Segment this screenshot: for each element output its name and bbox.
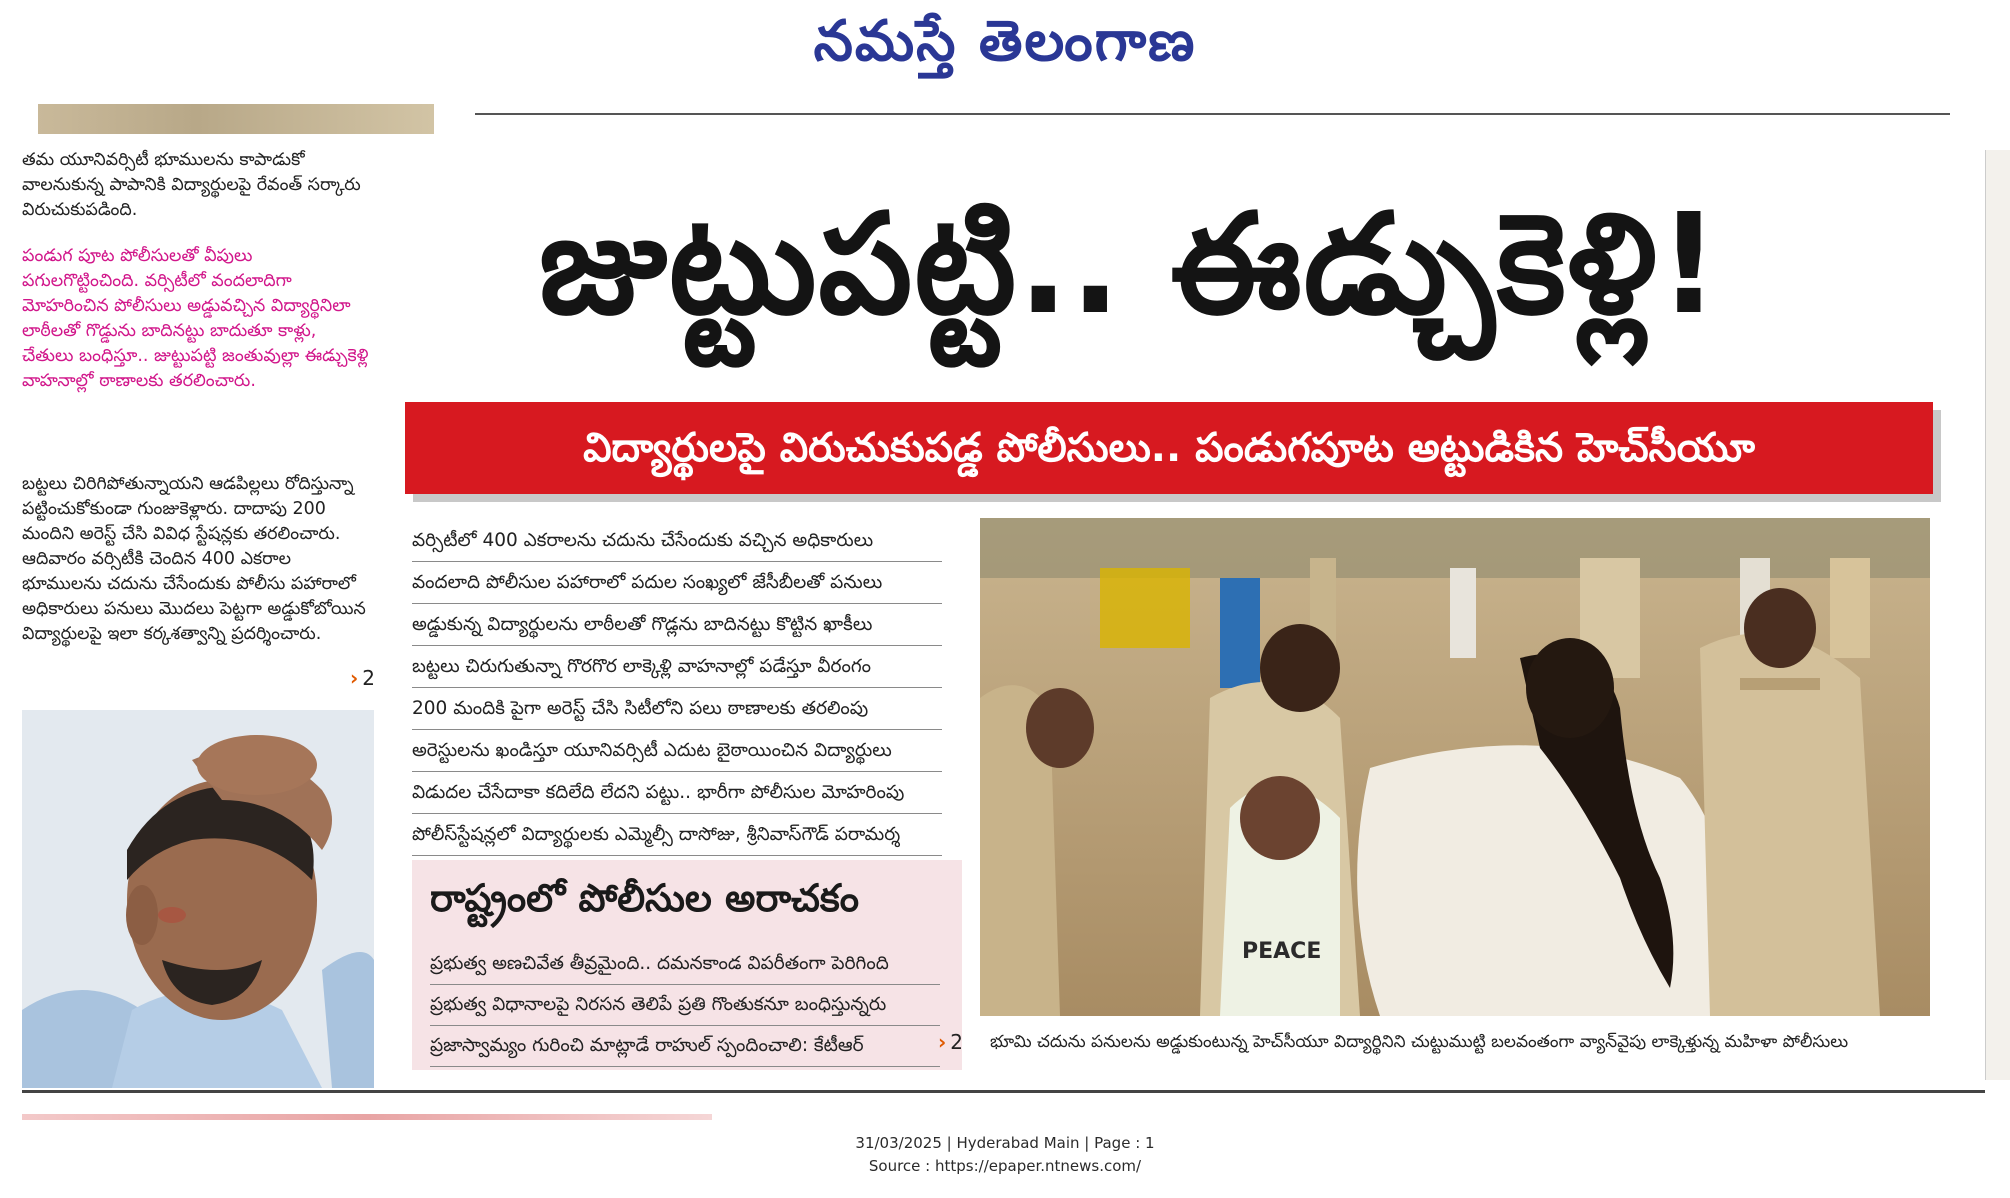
kicker-continued-page: 2 bbox=[950, 1030, 963, 1054]
left-photo-strip bbox=[38, 104, 434, 134]
tshirt-text: PEACE bbox=[1242, 939, 1322, 964]
highlights-list bbox=[412, 520, 942, 856]
highlight-line: విడుదల చేసేదాకా కదిలేది లేదని పట్టు.. భారీగా పోలీసుల మోహరింపు bbox=[412, 772, 942, 814]
highlight-line: అరెస్టులను ఖండిస్తూ యూనివర్సిటీ ఎదుట బైఠాయించిన విద్యార్థులు bbox=[412, 730, 942, 772]
highlight-line: 200 మందికి పైగా అరెస్ట్ చేసి సిటీలోని పలు ఠాణాలకు తరలింపు bbox=[412, 688, 942, 730]
footer-source: Source : https://epaper.ntnews.com/ bbox=[868, 1157, 1142, 1175]
highlight-line: బట్టలు చిరుగుతున్నా గొరగొర లాక్కెళ్లి వాహనాల్లో పడేస్తూ వీరంగం bbox=[412, 646, 942, 688]
kicker-title: రాష్ట్రంలో పోలీసుల అరాచకం bbox=[430, 876, 860, 920]
highlight-line: అడ్డుకున్న విద్యార్థులను లాఠీలతో గొడ్లను బాదినట్టు కొట్టిన ఖాకీలు bbox=[412, 604, 942, 646]
page-footer bbox=[0, 1132, 2010, 1178]
main-photo-illustration bbox=[980, 518, 1930, 1016]
continue-arrow-icon: › bbox=[938, 1030, 947, 1054]
highlight-line: పోలీస్‌స్టేషన్లలో విద్యార్థులకు ఎమ్మెల్సీ దాసోజు, శ్రీనివాస్‌గౌడ్ పరామర్శ bbox=[412, 814, 942, 856]
left-body-text: బట్టలు చిరిగిపోతున్నాయని ఆడపిల్లలు రోదిస్తున్నా పట్టించుకోకుండా గుంజుకెళ్లారు. దాదాపు 200 మందిని అరెస్ట్ చేసి వివిధ స్టేషన్లకు తరలించారు. ఆదివారం వర్సిటీకి చెందిన 400 ఎకరాల భూములను చదును చేసేందుకు పోలీసు పహారాలో అధికారులు పనులు మొదలు పెట్టగా అడ్డుకోబోయిన విద్యార్థులపై ఇలా కర్కశత్వాన్ని ప్రదర్శించారు. bbox=[22, 474, 366, 644]
photo-caption: భూమి చదును పనులను అడ్డుకుంటున్న హెచ్‌సీయూ విద్యార్థినిని చుట్టుముట్టి బలవంతంగా వ్యాన్‌వైపు లాక్కెళ్తున్న మహిళా పోలీసులు bbox=[990, 1032, 1849, 1052]
kicker-line: ప్రజాస్వామ్యం గురించి మాట్లాడే రాహుల్ స్పందించాలి: కేటీఆర్ bbox=[430, 1026, 940, 1067]
left-intro-text: తమ యూనివర్సిటీ భూములను కాపాడుకో వాలనుకున్న పాపానికి విద్యార్థులపై రేవంత్ సర్కారు విరుచుకుపడింది. bbox=[22, 150, 361, 220]
footer-edition: 31/03/2025 | Hyderabad Main | Page : 1 bbox=[855, 1134, 1155, 1152]
bottom-ad-strip bbox=[22, 1114, 712, 1120]
subheadline-banner: విద్యార్థులపై విరుచుకుపడ్డ పోలీసులు.. పండుగపూట అట్టుడికిన హెచ్‌సీయూ bbox=[405, 402, 1933, 494]
left-highlight-text: పండుగ పూట పోలీసులతో వీపులు పగులగొట్టించింది. వర్సిటీలో వందలాదిగా మోహరించిన పోలీసులు అడ్డువచ్చిన విద్యార్థినిలా లాఠీలతో గొడ్డును బాదినట్టు బాదుతూ కాళ్లు, చేతులు బంధిస్తూ.. జుట్టుపట్టి జంతువుల్లా ఈడ్చుకెళ్లి వాహనాల్లో ఠాణాలకు తరలించారు. bbox=[22, 246, 369, 391]
kicker-lines bbox=[430, 944, 940, 1067]
masthead bbox=[0, 0, 2010, 90]
highlight-line: వందలాది పోలీసుల పహారాలో పదుల సంఖ్యలో జేసీబీలతో పనులు bbox=[412, 562, 942, 604]
kicker-line: ప్రభుత్వ విధానాలపై నిరసన తెలిపే ప్రతి గొంతుకనూ బంధిస్తున్నరు bbox=[430, 985, 940, 1026]
left-continued-marker bbox=[350, 666, 375, 690]
kicker-continued-marker bbox=[938, 1030, 963, 1054]
masthead-title: నమస్తే తెలంగాణ bbox=[813, 8, 1197, 74]
portrait-illustration bbox=[22, 710, 374, 1088]
continue-arrow-icon: › bbox=[350, 666, 359, 690]
kicker-line: ప్రభుత్వ అణచివేత తీవ్రమైంది.. దమనకాండ విపరీతంగా పెరిగింది bbox=[430, 944, 940, 985]
top-rule bbox=[475, 113, 1950, 115]
highlight-line: వర్సిటీలో 400 ఎకరాలను చదును చేసేందుకు వచ్చిన అధికారులు bbox=[412, 520, 942, 562]
left-continued-page: 2 bbox=[362, 666, 375, 690]
bottom-rule bbox=[22, 1090, 1985, 1093]
portrait-photo bbox=[22, 710, 374, 1088]
adjacent-column-edge bbox=[1985, 150, 2010, 1080]
main-news-photo bbox=[980, 518, 1930, 1016]
headline: జుట్టుపట్టి.. ఈడ్చుకెళ్లి! bbox=[539, 183, 1721, 346]
